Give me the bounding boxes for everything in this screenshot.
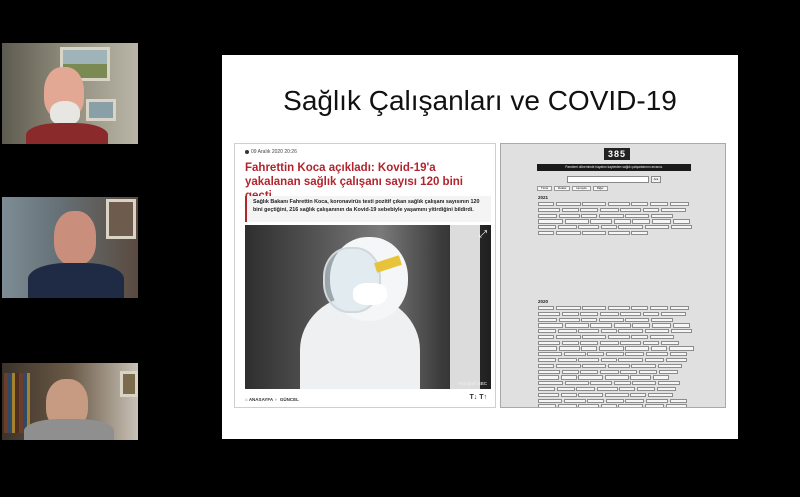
name-chip <box>578 375 603 379</box>
name-chip <box>625 346 649 350</box>
home-icon: ⌂ <box>245 397 248 402</box>
participant-beard <box>50 101 80 125</box>
name-chip <box>580 312 598 316</box>
name-grid-2020 <box>538 306 694 408</box>
name-chip <box>670 202 689 206</box>
name-chip <box>538 399 562 403</box>
name-chip <box>625 352 644 356</box>
search-button: Ara <box>651 176 661 183</box>
name-chip <box>561 393 577 397</box>
filter-button: Diğer <box>593 186 608 191</box>
name-chip <box>558 404 577 408</box>
name-chip <box>661 208 686 212</box>
name-chip <box>670 352 687 356</box>
name-chip <box>614 219 631 223</box>
name-chip <box>601 225 617 229</box>
photo-door <box>450 225 480 389</box>
name-chip <box>600 312 619 316</box>
name-chip <box>582 306 606 310</box>
name-chip <box>562 341 579 345</box>
memorial-list-screenshot <box>500 143 726 408</box>
name-chip <box>648 393 673 397</box>
name-chip <box>538 335 554 339</box>
name-chip <box>658 381 680 385</box>
name-chip <box>659 370 678 374</box>
name-chip <box>558 225 577 229</box>
name-chip <box>564 352 586 356</box>
name-chip <box>582 335 606 339</box>
name-chip <box>561 375 577 379</box>
name-chip <box>590 381 612 385</box>
name-chip <box>646 352 668 356</box>
name-grid-2021 <box>538 202 694 235</box>
participant-shirt <box>26 123 108 144</box>
breadcrumb-separator: › <box>275 397 277 402</box>
name-chip <box>643 341 659 345</box>
name-chip <box>671 329 692 333</box>
name-chip <box>608 306 630 310</box>
name-chip <box>643 312 659 316</box>
name-chip <box>614 323 631 327</box>
name-chip <box>582 231 606 235</box>
clock-icon <box>245 150 249 154</box>
filter-buttons <box>537 186 608 191</box>
name-chip <box>578 358 599 362</box>
name-chip <box>673 323 690 327</box>
participant-video-1[interactable] <box>2 43 138 144</box>
name-chip <box>562 312 579 316</box>
name-chip <box>578 393 603 397</box>
name-chip <box>538 387 555 391</box>
name-chip <box>650 202 668 206</box>
name-chip <box>576 387 595 391</box>
search-input <box>567 176 649 183</box>
name-chip <box>587 399 604 403</box>
name-chip <box>639 370 657 374</box>
name-chip <box>538 219 563 223</box>
name-chip <box>651 318 673 322</box>
wall-picture <box>86 99 116 121</box>
name-chip <box>605 375 629 379</box>
name-chip <box>562 370 579 374</box>
name-chip <box>632 323 650 327</box>
name-chip <box>645 358 664 362</box>
name-chip <box>599 346 624 350</box>
year-heading-2020: 2020 <box>538 299 549 304</box>
name-chip <box>608 335 630 339</box>
name-chip <box>620 341 641 345</box>
name-chip <box>618 404 643 408</box>
name-chip <box>601 404 617 408</box>
name-chip <box>538 370 560 374</box>
name-chip <box>618 358 643 362</box>
photo-credit: Fotoğraf: BBC <box>458 381 487 386</box>
name-chip <box>538 323 563 327</box>
name-chip <box>538 214 557 218</box>
name-chip <box>645 225 669 229</box>
name-chip <box>650 306 668 310</box>
name-chip <box>658 364 682 368</box>
filter-button: Hemşire <box>572 186 590 191</box>
name-chip <box>652 219 671 223</box>
expand-icon: ⤢ <box>479 229 487 240</box>
name-chip <box>669 346 694 350</box>
name-chip <box>556 364 581 368</box>
name-chip <box>538 358 556 362</box>
name-chip <box>587 352 604 356</box>
article-date: 09 Aralık 2020 20:26 <box>245 149 297 155</box>
article-breadcrumb: ⌂ ANASAYFA › GÜNCEL <box>245 397 299 402</box>
name-chip <box>666 358 687 362</box>
name-chip <box>637 387 655 391</box>
name-chip <box>565 323 589 327</box>
name-chip <box>538 404 556 408</box>
name-chip <box>538 393 559 397</box>
article-headline: Fahrettin Koca açıkladı: Kovid-19'a yakalanan sağlık çalışanı sayısı 120 bini <box>245 162 463 188</box>
name-chip <box>582 202 606 206</box>
presentation-slide <box>222 55 738 439</box>
name-chip <box>599 214 624 218</box>
name-chip <box>666 404 687 408</box>
name-chip <box>565 219 589 223</box>
name-chip <box>651 214 673 218</box>
name-chip <box>578 404 599 408</box>
name-chip <box>557 387 575 391</box>
participant-face <box>54 211 96 265</box>
name-chip <box>631 306 648 310</box>
name-chip <box>670 306 689 310</box>
name-chip <box>582 364 606 368</box>
filter-button: Doktor <box>554 186 570 191</box>
name-chip <box>538 225 556 229</box>
name-chip <box>565 381 589 385</box>
name-chip <box>631 364 656 368</box>
filter-button: Tümü <box>537 186 552 191</box>
name-chip <box>580 341 598 345</box>
name-chip <box>625 399 644 403</box>
name-chip <box>670 399 687 403</box>
name-chip <box>581 214 597 218</box>
article-summary-box <box>245 196 491 222</box>
name-chip <box>581 318 597 322</box>
news-article-screenshot <box>234 143 496 408</box>
name-chip <box>578 329 599 333</box>
name-chip <box>556 202 581 206</box>
name-chip <box>558 358 577 362</box>
name-chip <box>556 231 581 235</box>
name-chip <box>606 352 624 356</box>
name-chip <box>620 312 641 316</box>
name-chip <box>538 312 560 316</box>
name-chip <box>630 393 646 397</box>
name-chip <box>578 225 599 229</box>
name-chip <box>643 208 659 212</box>
name-chip <box>673 219 690 223</box>
memorial-banner: Pandemi döneminde hayatını kaybeden sağlık çalışanlarının anısına. <box>537 164 691 171</box>
name-chip <box>562 208 579 212</box>
name-chip <box>559 318 580 322</box>
article-photo <box>245 225 491 389</box>
wall-picture <box>106 199 136 239</box>
font-size-controls: T↓ T↑ <box>469 394 487 401</box>
name-chip <box>625 318 649 322</box>
name-chip <box>590 219 612 223</box>
name-chip <box>538 346 557 350</box>
name-chip <box>608 202 630 206</box>
name-chip <box>581 346 597 350</box>
year-heading-2021: 2021 <box>538 195 549 200</box>
name-chip <box>605 393 629 397</box>
name-chip <box>601 358 617 362</box>
name-chip <box>590 323 612 327</box>
name-chip <box>600 208 619 212</box>
name-chip <box>632 381 656 385</box>
photo-mask <box>353 283 387 305</box>
name-chip <box>538 329 556 333</box>
name-chip <box>580 370 598 374</box>
name-chip <box>661 312 686 316</box>
name-chip <box>559 214 580 218</box>
name-chip <box>625 214 649 218</box>
slide-title: Sağlık Çalışanları ve COVID-19 <box>283 85 677 116</box>
name-chip <box>538 231 554 235</box>
name-chip <box>599 318 624 322</box>
name-chip <box>631 231 648 235</box>
name-chip <box>618 329 643 333</box>
name-chip <box>653 375 669 379</box>
name-chip <box>632 219 650 223</box>
name-chip <box>631 335 648 339</box>
name-chip <box>657 387 676 391</box>
name-chip <box>558 329 577 333</box>
name-chip <box>630 375 651 379</box>
name-chip <box>559 346 580 350</box>
name-chip <box>671 225 692 229</box>
name-chip <box>538 202 554 206</box>
name-chip <box>619 387 635 391</box>
name-chip <box>564 399 586 403</box>
name-chip <box>600 370 619 374</box>
name-chip <box>538 352 562 356</box>
name-chip <box>556 335 581 339</box>
name-chip <box>651 346 667 350</box>
name-chip <box>538 364 554 368</box>
name-chip <box>646 399 668 403</box>
name-chip <box>580 208 598 212</box>
name-chip <box>538 306 554 310</box>
article-summary: Sağlık Bakanı Fahrettin Koca, koronavirüs testi pozitif çıkan sağlık çalışanı sayısının 120 bini geçtiğini, 216 sağlık çalışanının da Kovid-19 sebebiyle yaşamını yitirdiğini bildirdi. <box>253 199 480 213</box>
name-chip <box>538 375 559 379</box>
name-chip <box>601 329 617 333</box>
name-chip <box>538 208 560 212</box>
name-chip <box>538 318 557 322</box>
name-chip <box>645 404 664 408</box>
name-chip <box>608 231 630 235</box>
name-chip <box>661 341 679 345</box>
name-chip <box>618 225 643 229</box>
participant-video-2[interactable] <box>2 197 138 298</box>
participant-sweater <box>24 419 114 440</box>
name-chip <box>600 341 619 345</box>
name-chip <box>556 306 581 310</box>
bookshelf <box>4 373 30 433</box>
name-chip <box>608 364 630 368</box>
385-logo: 385 <box>604 148 630 160</box>
name-chip <box>620 370 637 374</box>
name-chip <box>650 335 674 339</box>
name-chip <box>645 329 669 333</box>
name-chip <box>606 399 624 403</box>
wall-picture <box>120 371 138 397</box>
name-chip <box>597 387 618 391</box>
name-chip <box>631 202 648 206</box>
name-chip <box>620 208 641 212</box>
participant-jacket <box>28 263 124 298</box>
name-chip <box>652 323 671 327</box>
name-chip <box>614 381 631 385</box>
name-chip <box>538 381 563 385</box>
participant-video-3[interactable] <box>2 363 138 440</box>
name-chip <box>538 341 560 345</box>
